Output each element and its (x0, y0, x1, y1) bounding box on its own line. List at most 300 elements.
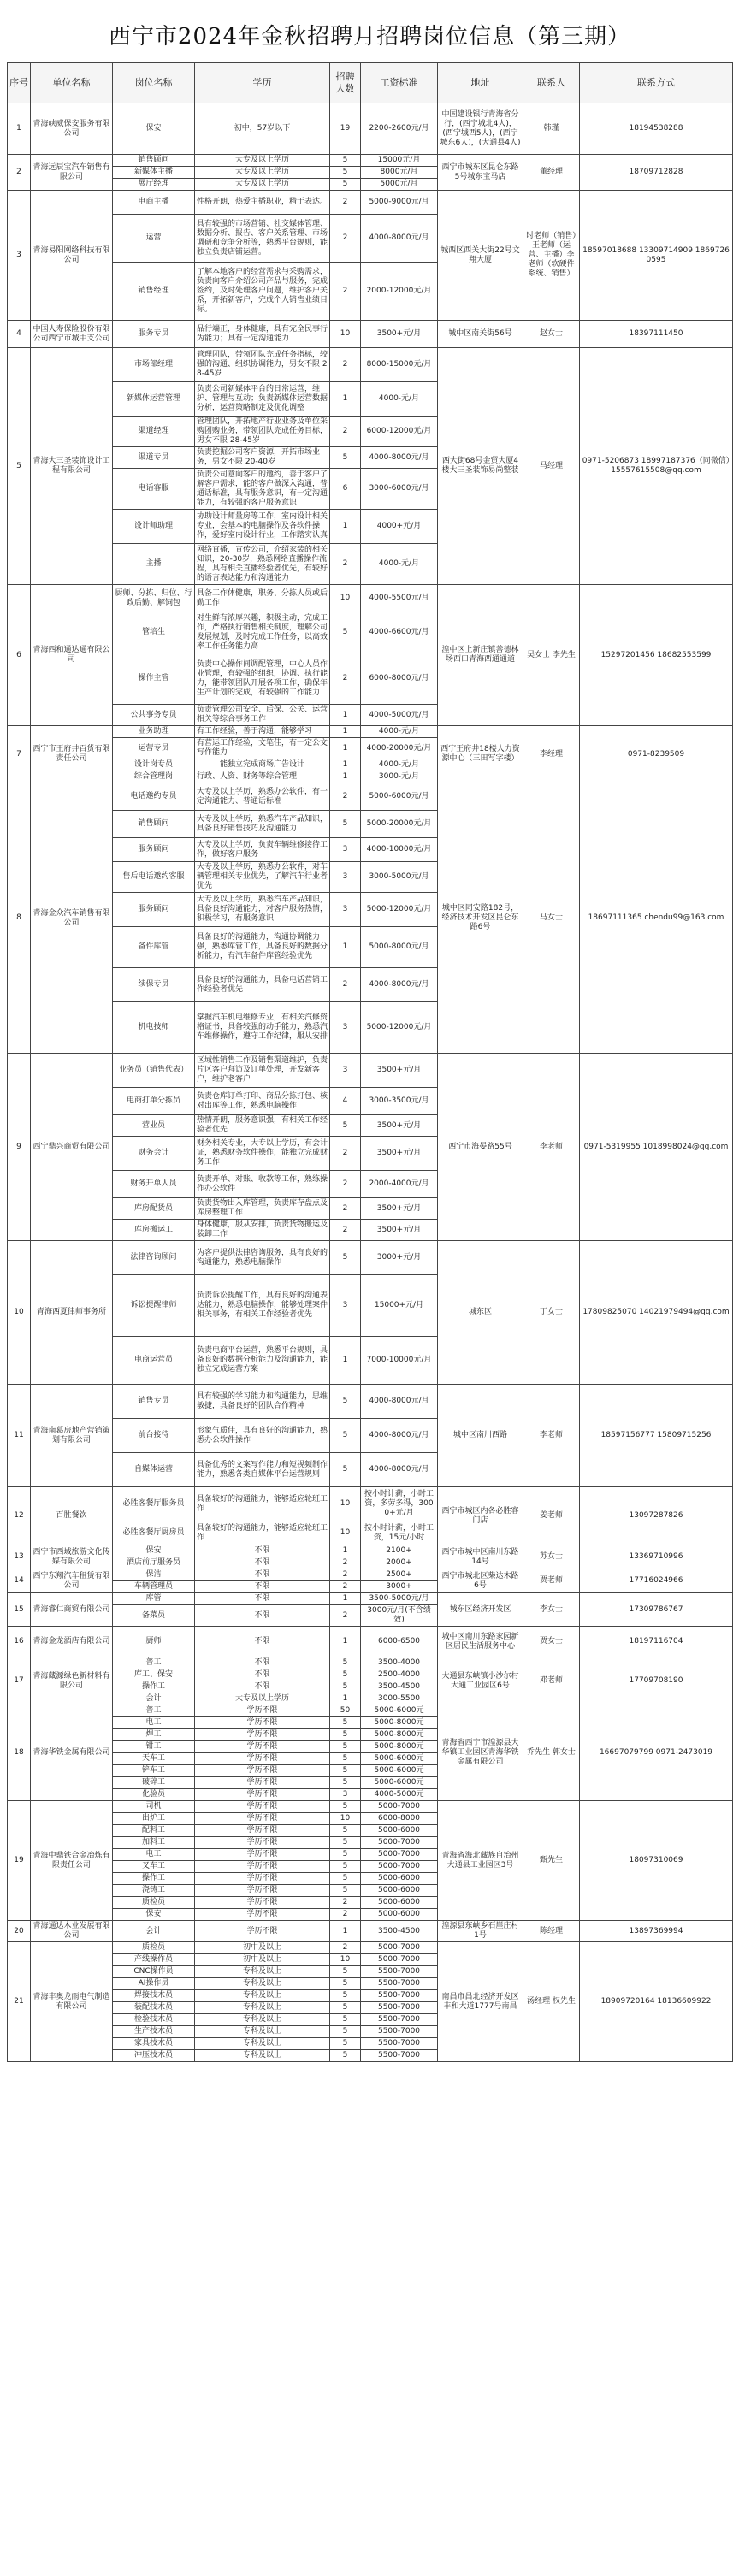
position-name: 会计 (113, 1693, 195, 1705)
position-requirement: 专科及以上 (195, 2014, 330, 2026)
position-requirement: 具备较好的沟通能力，能够适应轮班工作 (195, 1521, 330, 1545)
position-name: 电商打单分拣员 (113, 1088, 195, 1115)
position-count: 5 (330, 2050, 361, 2062)
position-requirement: 初中及以上 (195, 1942, 330, 1954)
position-count: 50 (330, 1705, 361, 1717)
position-count: 5 (330, 1717, 361, 1729)
position-requirement: 具备优秀的文案写作能力和短视频制作能力，熟悉各类自媒体平台运营规则 (195, 1453, 330, 1487)
position-requirement: 不限 (195, 1593, 330, 1605)
company-address: 西宁市城东区昆仑东路5号城东宝马店 (438, 155, 523, 191)
position-count: 5 (330, 1861, 361, 1873)
position-requirement: 专科及以上 (195, 2050, 330, 2062)
position-count: 5 (330, 1419, 361, 1453)
position-name: 库工、保安 (113, 1669, 195, 1681)
position-name: 浇铸工 (113, 1885, 195, 1897)
position-count: 19 (330, 103, 361, 155)
position-wage: 按小时计薪，小时工资，15元/小时 (361, 1521, 438, 1545)
company-no: 13 (8, 1545, 31, 1569)
position-requirement: 具备工作体健康，职务、分拣人员或后勤工作 (195, 585, 330, 612)
position-count: 3 (330, 1789, 361, 1801)
company-name: 青海西和通达通有限公司 (31, 585, 113, 726)
company-address: 中国建设银行青海省分行，(西宁城北4人)，(西宁城西5人)，(西宁城东6人)，(大通县4人) (438, 103, 523, 155)
position-wage: 5000-6000 (361, 1897, 438, 1909)
position-requirement: 不限 (195, 1557, 330, 1569)
table-header-row (8, 63, 733, 103)
company-no: 1 (8, 103, 31, 155)
company-contact: 甄先生 (523, 1801, 580, 1921)
position-name: 主播 (113, 544, 195, 585)
position-count: 5 (330, 1825, 361, 1837)
position-wage: 4000+元/月 (361, 510, 438, 544)
position-name: 会计 (113, 1921, 195, 1942)
position-wage: 3000+ (361, 1581, 438, 1593)
position-requirement: 形象气质佳，具有良好的沟通能力，熟悉办公软件操作 (195, 1419, 330, 1453)
position-wage: 3000-5500 (361, 1693, 438, 1705)
position-wage: 5500-7000 (361, 1966, 438, 1978)
position-wage: 5000-6000元/月 (361, 783, 438, 811)
position-requirement: 不限 (195, 1669, 330, 1681)
company-name: 西宁鼎兴商贸有限公司 (31, 1054, 113, 1241)
position-requirement: 不限 (195, 1545, 330, 1557)
position-count: 5 (330, 612, 361, 653)
position-count: 2 (330, 263, 361, 321)
position-count: 2 (330, 1220, 361, 1241)
position-name: 展厅经理 (113, 179, 195, 191)
position-count: 2 (330, 191, 361, 215)
position-wage: 2100+ (361, 1545, 438, 1557)
position-count: 5 (330, 1385, 361, 1419)
company-no: 16 (8, 1627, 31, 1657)
position-wage: 3000-5000元/月 (361, 862, 438, 893)
position-wage: 4000-8000元/月 (361, 1453, 438, 1487)
position-wage: 5000-6000 (361, 1825, 438, 1837)
company-contact: 马经理 (523, 348, 580, 585)
position-count: 2 (330, 215, 361, 263)
position-requirement: 不限 (195, 1569, 330, 1581)
company-phone: 18194538288 (580, 103, 733, 155)
company-no: 15 (8, 1593, 31, 1627)
company-address: 青海省西宁市湟源县大华镇工业园区青海华铁金属有限公司 (438, 1705, 523, 1801)
company-contact: 乔先生 郭女士 (523, 1705, 580, 1801)
position-name: 市场部经理 (113, 348, 195, 382)
position-wage: 4000-8000元/月 (361, 968, 438, 1002)
position-wage: 2200-2600元/月 (361, 103, 438, 155)
position-wage: 5500-7000 (361, 2014, 438, 2026)
position-name: 保安 (113, 103, 195, 155)
company-address: 城东区经济开发区 (438, 1593, 523, 1627)
position-name: 电商运营员 (113, 1337, 195, 1385)
table-row (8, 1593, 733, 1605)
position-wage: 5000-7000 (361, 1861, 438, 1873)
position-wage: 3000元/月(不含绩效) (361, 1605, 438, 1627)
position-name: 天车工 (113, 1753, 195, 1765)
position-count: 5 (330, 1777, 361, 1789)
company-name: 青海金龙酒店有限公司 (31, 1627, 113, 1657)
position-name: 运营 (113, 215, 195, 263)
company-address: 西宁市海晏路55号 (438, 1054, 523, 1241)
table-row (8, 321, 733, 348)
position-wage: 5000-6000元 (361, 1765, 438, 1777)
position-requirement: 大专及以上学历 (195, 179, 330, 191)
company-phone: 17309786767 (580, 1593, 733, 1627)
position-name: 设计师助理 (113, 510, 195, 544)
table-row (8, 783, 733, 811)
position-count: 2 (330, 417, 361, 447)
position-count: 5 (330, 1681, 361, 1693)
position-wage: 5000-7000 (361, 1954, 438, 1966)
position-count: 6 (330, 469, 361, 510)
company-contact: 贾老师 (523, 1569, 580, 1593)
position-requirement: 具备良好的沟通能力，具备电话营销工作经验者优先 (195, 968, 330, 1002)
position-requirement: 不限 (195, 1627, 330, 1657)
company-phone: 18709712828 (580, 155, 733, 191)
position-requirement: 负责电商平台运营，熟悉平台规则，具备良好的数据分析能力及沟通能力，能独立完成运营方案 (195, 1337, 330, 1385)
position-requirement: 为客户提供法律咨询服务，具有良好的沟通能力，熟悉电脑操作 (195, 1241, 330, 1275)
position-count: 2 (330, 783, 361, 811)
company-name: 中国人寿保险股份有限公司西宁市城中支公司 (31, 321, 113, 348)
position-name: 库房搬运工 (113, 1220, 195, 1241)
position-wage: 3500-5000元/月 (361, 1593, 438, 1605)
company-address: 城中区南川东路家园新区居民生活服务中心 (438, 1627, 523, 1657)
position-wage: 3000+元/月 (361, 1241, 438, 1275)
position-wage: 5000-8000元 (361, 1717, 438, 1729)
position-name: 保洁 (113, 1569, 195, 1581)
company-address: 城东区 (438, 1241, 523, 1385)
table-row (8, 1705, 733, 1717)
position-name: 装配技术员 (113, 2002, 195, 2014)
position-name: 机电技师 (113, 1002, 195, 1054)
position-count: 10 (330, 1487, 361, 1521)
position-wage: 6000-8000元/月 (361, 653, 438, 705)
company-contact: 李经理 (523, 726, 580, 783)
position-wage: 4000-8000元/月 (361, 1419, 438, 1453)
company-phone: 18597156777 15809715256 (580, 1385, 733, 1487)
position-name: 续保专员 (113, 968, 195, 1002)
table-body (8, 103, 733, 2062)
company-no: 3 (8, 191, 31, 321)
position-wage: 4000-6600元/月 (361, 612, 438, 653)
position-requirement: 具有较强的市场营销、社交媒体管理、数据分析、报告、客户关系管理、市场调研和竞争分析等，熟悉平台规则，能独立负责店铺运营。 (195, 215, 330, 263)
company-address: 城中区南关街56号 (438, 321, 523, 348)
position-wage: 3500+元/月 (361, 1137, 438, 1171)
position-wage: 2000-4000元/月 (361, 1171, 438, 1198)
position-requirement: 学历不限 (195, 1717, 330, 1729)
position-requirement: 学历不限 (195, 1765, 330, 1777)
position-count: 2 (330, 1137, 361, 1171)
header-address: 地址 (438, 63, 523, 103)
position-wage: 3500-4000 (361, 1657, 438, 1669)
company-name: 青海南葛房地产营销策划有限公司 (31, 1385, 113, 1487)
position-wage: 4000-5500元/月 (361, 585, 438, 612)
header-contact: 联系人 (523, 63, 580, 103)
position-requirement: 学历不限 (195, 1921, 330, 1942)
position-name: 电话客服 (113, 469, 195, 510)
company-no: 2 (8, 155, 31, 191)
header-position: 岗位名称 (113, 63, 195, 103)
position-count: 3 (330, 838, 361, 862)
position-requirement: 负责公司意向客户的邀约，善于客户了解客户需求，能的客户做深入沟通，普通话标准，具有服务意识，有一定沟通能力，有较强的客户服务意识 (195, 469, 330, 510)
position-count: 1 (330, 705, 361, 726)
position-name: 司机 (113, 1801, 195, 1813)
position-count: 2 (330, 1581, 361, 1593)
position-name: 钳工 (113, 1741, 195, 1753)
position-name: 财务开单人员 (113, 1171, 195, 1198)
company-name: 西宁市西域旅游文化传媒有限公司 (31, 1545, 113, 1569)
position-wage: 3500+元/月 (361, 1220, 438, 1241)
header-no: 序号 (8, 63, 31, 103)
position-wage: 5000-7000 (361, 1942, 438, 1954)
position-requirement: 掌握汽车机电维修专业，有相关汽修资格证书，具备较强的动手能力，熟悉汽车维修操作，遵守工作纪律，服从安排 (195, 1002, 330, 1054)
position-requirement: 具备良好的沟通能力，沟通协调能力强，熟悉库管工作，具备良好的数据分析能力，有汽车备件库管经验优先 (195, 927, 330, 968)
position-requirement: 不限 (195, 1657, 330, 1669)
position-requirement: 有工作经验，善于沟通，能够学习 (195, 726, 330, 738)
position-requirement: 管理团队，带领团队完成任务指标，较强的沟通、组织协调能力，男女不限 28-45岁 (195, 348, 330, 382)
position-requirement: 负责中心操作间调配管理，中心人员作业管理，有较强的组织，协调、执行能力，能带领团队开展各项工作，确保年生产计划的完成，有较强的工作能力 (195, 653, 330, 705)
position-count: 5 (330, 1966, 361, 1978)
company-phone: 18909720164 18136609922 (580, 1942, 733, 2062)
table-row (8, 191, 733, 215)
company-no: 11 (8, 1385, 31, 1487)
position-requirement: 负责管理公司安全、后保、公关、运营相关等综合事务工作 (195, 705, 330, 726)
position-requirement: 能独立完成商场广告设计 (195, 759, 330, 771)
position-name: 铲车工 (113, 1765, 195, 1777)
company-name: 青海西夏律师事务所 (31, 1241, 113, 1385)
position-requirement: 学历不限 (195, 1909, 330, 1921)
position-count: 5 (330, 811, 361, 838)
position-wage: 2000-12000元/月 (361, 263, 438, 321)
position-count: 2 (330, 348, 361, 382)
position-name: 服务专员 (113, 321, 195, 348)
position-name: 生产技术员 (113, 2026, 195, 2038)
position-name: 酒店前厅服务员 (113, 1557, 195, 1569)
position-name: 库房配货员 (113, 1198, 195, 1220)
position-count: 2 (330, 1909, 361, 1921)
position-count: 5 (330, 1885, 361, 1897)
company-phone: 16697079799 0971-2473019 (580, 1705, 733, 1801)
position-requirement: 初中，57岁以下 (195, 103, 330, 155)
company-contact: 马女士 (523, 783, 580, 1054)
position-count: 2 (330, 1198, 361, 1220)
company-name: 青海藏源绿色新材料有限公司 (31, 1657, 113, 1705)
position-count: 10 (330, 1813, 361, 1825)
position-name: 营业员 (113, 1115, 195, 1137)
position-wage: 4000-8000元/月 (361, 1385, 438, 1419)
table-row (8, 103, 733, 155)
company-address: 湟源县东峡乡石崖庄村1号 (438, 1921, 523, 1942)
company-phone: 17809825070 14021979494@qq.com (580, 1241, 733, 1385)
company-phone: 18197116704 (580, 1627, 733, 1657)
position-count: 5 (330, 1873, 361, 1885)
position-count: 1 (330, 1337, 361, 1385)
position-requirement: 大专及以上学历 (195, 1693, 330, 1705)
position-requirement: 学历不限 (195, 1813, 330, 1825)
position-wage: 4000-5000元 (361, 1789, 438, 1801)
position-name: 业务助理 (113, 726, 195, 738)
position-name: 电工 (113, 1717, 195, 1729)
position-name: 普工 (113, 1657, 195, 1669)
position-wage: 5000-12000元/月 (361, 893, 438, 927)
position-wage: 5000-12000元/月 (361, 1002, 438, 1054)
position-count: 1 (330, 1545, 361, 1557)
position-count: 3 (330, 862, 361, 893)
position-wage: 3000-元/月 (361, 771, 438, 783)
company-name: 青海易阳网络科技有限公司 (31, 191, 113, 321)
company-contact: 吴女士 李先生 (523, 585, 580, 726)
position-name: 保安 (113, 1909, 195, 1921)
table-row (8, 1054, 733, 1088)
position-count: 5 (330, 1115, 361, 1137)
position-requirement: 负责仓库订单打印、商品分拣打包、核对出库等工作，熟悉电脑操作 (195, 1088, 330, 1115)
position-name: 前台接待 (113, 1419, 195, 1453)
table-row (8, 1569, 733, 1581)
position-name: 厨师 (113, 1627, 195, 1657)
company-contact: 董经理 (523, 155, 580, 191)
position-count: 1 (330, 1921, 361, 1942)
position-wage: 5500-7000 (361, 2002, 438, 2014)
position-wage: 4000-元/月 (361, 726, 438, 738)
position-requirement: 大专及以上学历，负责车辆维修接待工作，做好客户服务 (195, 838, 330, 862)
position-name: 运营专员 (113, 738, 195, 759)
position-wage: 8000-15000元/月 (361, 348, 438, 382)
company-phone: 18397111450 (580, 321, 733, 348)
position-requirement: 学历不限 (195, 1825, 330, 1837)
company-name: 青海中鼎铁合金冶炼有限责任公司 (31, 1801, 113, 1921)
company-contact: 贾女士 (523, 1627, 580, 1657)
position-wage: 5000-6000 (361, 1885, 438, 1897)
position-name: 自媒体运营 (113, 1453, 195, 1487)
position-count: 2 (330, 968, 361, 1002)
position-requirement: 专科及以上 (195, 2038, 330, 2050)
company-address: 青海省海北藏族自治州大通县工业园区3号 (438, 1801, 523, 1921)
position-wage: 3500-4500 (361, 1921, 438, 1942)
position-name: 质检员 (113, 1897, 195, 1909)
position-name: 服务顾问 (113, 838, 195, 862)
company-address: 城中区南川西路 (438, 1385, 523, 1487)
page-title: 西宁市2024年金秋招聘月招聘岗位信息（第三期） (108, 24, 631, 50)
header-count: 招聘人数 (330, 63, 361, 103)
position-name: 叉车工 (113, 1861, 195, 1873)
position-name: 综合管理岗 (113, 771, 195, 783)
company-contact: 时老师（销售）王老师（运营、主播）李老师（软硬件系统、销售） (523, 191, 580, 321)
position-wage: 5500-7000 (361, 1978, 438, 1990)
position-requirement: 协助设计师量房等工作，室内设计相关专业，会基本的电脑操作及各软件操作，爱好室内设计行业，工作踏实认真 (195, 510, 330, 544)
company-phone: 13897369994 (580, 1921, 733, 1942)
position-wage: 7000-10000元/月 (361, 1337, 438, 1385)
position-name: 加料工 (113, 1837, 195, 1849)
position-requirement: 负责公司新媒体平台的日常运营，维护、管理与互动；负责新媒体运营数据分析，运营策略制定及优化调整 (195, 382, 330, 417)
position-wage: 3500+元/月 (361, 1198, 438, 1220)
position-requirement: 学历不限 (195, 1837, 330, 1849)
company-contact: 李老师 (523, 1054, 580, 1241)
position-requirement: 品行端正，身体健康，具有完全民事行为能力；具有一定沟通能力 (195, 321, 330, 348)
company-no: 19 (8, 1801, 31, 1921)
position-wage: 2000+ (361, 1557, 438, 1569)
company-no: 4 (8, 321, 31, 348)
position-requirement: 大专及以上学历 (195, 167, 330, 179)
position-wage: 15000元/月 (361, 155, 438, 167)
position-count: 5 (330, 1753, 361, 1765)
position-requirement: 具有较强的学习能力和沟通能力，思维敏捷，具备良好的团队合作精神 (195, 1385, 330, 1419)
position-count: 5 (330, 2014, 361, 2026)
position-wage: 4000-元/月 (361, 759, 438, 771)
company-contact: 李老师 (523, 1385, 580, 1487)
company-no: 7 (8, 726, 31, 783)
position-requirement: 学历不限 (195, 1753, 330, 1765)
position-wage: 3500+元/月 (361, 1115, 438, 1137)
company-contact: 苏女士 (523, 1545, 580, 1569)
position-name: 备件库管 (113, 927, 195, 968)
position-count: 5 (330, 1241, 361, 1275)
position-name: 业务员（销售代表） (113, 1054, 195, 1088)
header-phone: 联系方式 (580, 63, 733, 103)
position-wage: 5000-7000 (361, 1849, 438, 1861)
position-wage: 15000+元/月 (361, 1275, 438, 1337)
position-wage: 3500+元/月 (361, 321, 438, 348)
position-requirement: 财务相关专业，大专以上学历，有会计证，熟悉财务软件操作，能独立完成财务工作 (195, 1137, 330, 1171)
position-name: 销售顾问 (113, 811, 195, 838)
company-contact: 李女士 (523, 1593, 580, 1627)
position-requirement: 负责诉讼提醒工作，具有良好的沟通表达能力，熟悉电脑操作，能够处理案件相关事务，有相关工作经验者优先 (195, 1275, 330, 1337)
company-contact: 姜老师 (523, 1487, 580, 1545)
position-requirement: 学历不限 (195, 1897, 330, 1909)
position-name: 电商主播 (113, 191, 195, 215)
position-wage: 5000-8000元 (361, 1729, 438, 1741)
position-name: 新媒体主播 (113, 167, 195, 179)
company-no: 18 (8, 1705, 31, 1801)
position-name: 破碎工 (113, 1777, 195, 1789)
company-phone: 17709708190 (580, 1657, 733, 1705)
position-name: 质检员 (113, 1942, 195, 1954)
position-requirement: 大专及以上学历 (195, 155, 330, 167)
position-requirement: 大专及以上学历，熟悉汽车产品知识，具备良好沟通能力，对客户服务热情，积极学习，有服务意识 (195, 893, 330, 927)
position-count: 5 (330, 1453, 361, 1487)
position-requirement: 初中及以上 (195, 1954, 330, 1966)
position-wage: 4000-元/月 (361, 382, 438, 417)
position-wage: 5500-7000 (361, 2050, 438, 2062)
position-count: 1 (330, 382, 361, 417)
position-count: 5 (330, 2026, 361, 2038)
position-count: 5 (330, 447, 361, 469)
table-row (8, 1487, 733, 1521)
company-no: 12 (8, 1487, 31, 1545)
position-count: 10 (330, 1954, 361, 1966)
position-requirement: 不限 (195, 1581, 330, 1593)
position-requirement: 性格开朗，热爱主播职业，精于表达。 (195, 191, 330, 215)
position-name: 电工 (113, 1849, 195, 1861)
company-phone: 18697111365 chendu99@163.com (580, 783, 733, 1054)
position-name: 电话邀约专员 (113, 783, 195, 811)
position-count: 5 (330, 1990, 361, 2002)
position-count: 4 (330, 1088, 361, 1115)
position-name: 化验员 (113, 1789, 195, 1801)
table-row (8, 1921, 733, 1942)
company-contact: 韩瑾 (523, 103, 580, 155)
position-name: 渠道专员 (113, 447, 195, 469)
position-wage: 5500-7000 (361, 2038, 438, 2050)
position-count: 5 (330, 1978, 361, 1990)
company-no: 8 (8, 783, 31, 1054)
position-count: 1 (330, 1593, 361, 1605)
position-requirement: 学历不限 (195, 1801, 330, 1813)
position-count: 2 (330, 1569, 361, 1581)
position-count: 1 (330, 510, 361, 544)
company-no: 10 (8, 1241, 31, 1385)
position-requirement: 不限 (195, 1605, 330, 1627)
position-name: 操作工 (113, 1681, 195, 1693)
table-row (8, 1385, 733, 1419)
position-wage: 5000元/月 (361, 179, 438, 191)
company-contact: 邓老师 (523, 1657, 580, 1705)
